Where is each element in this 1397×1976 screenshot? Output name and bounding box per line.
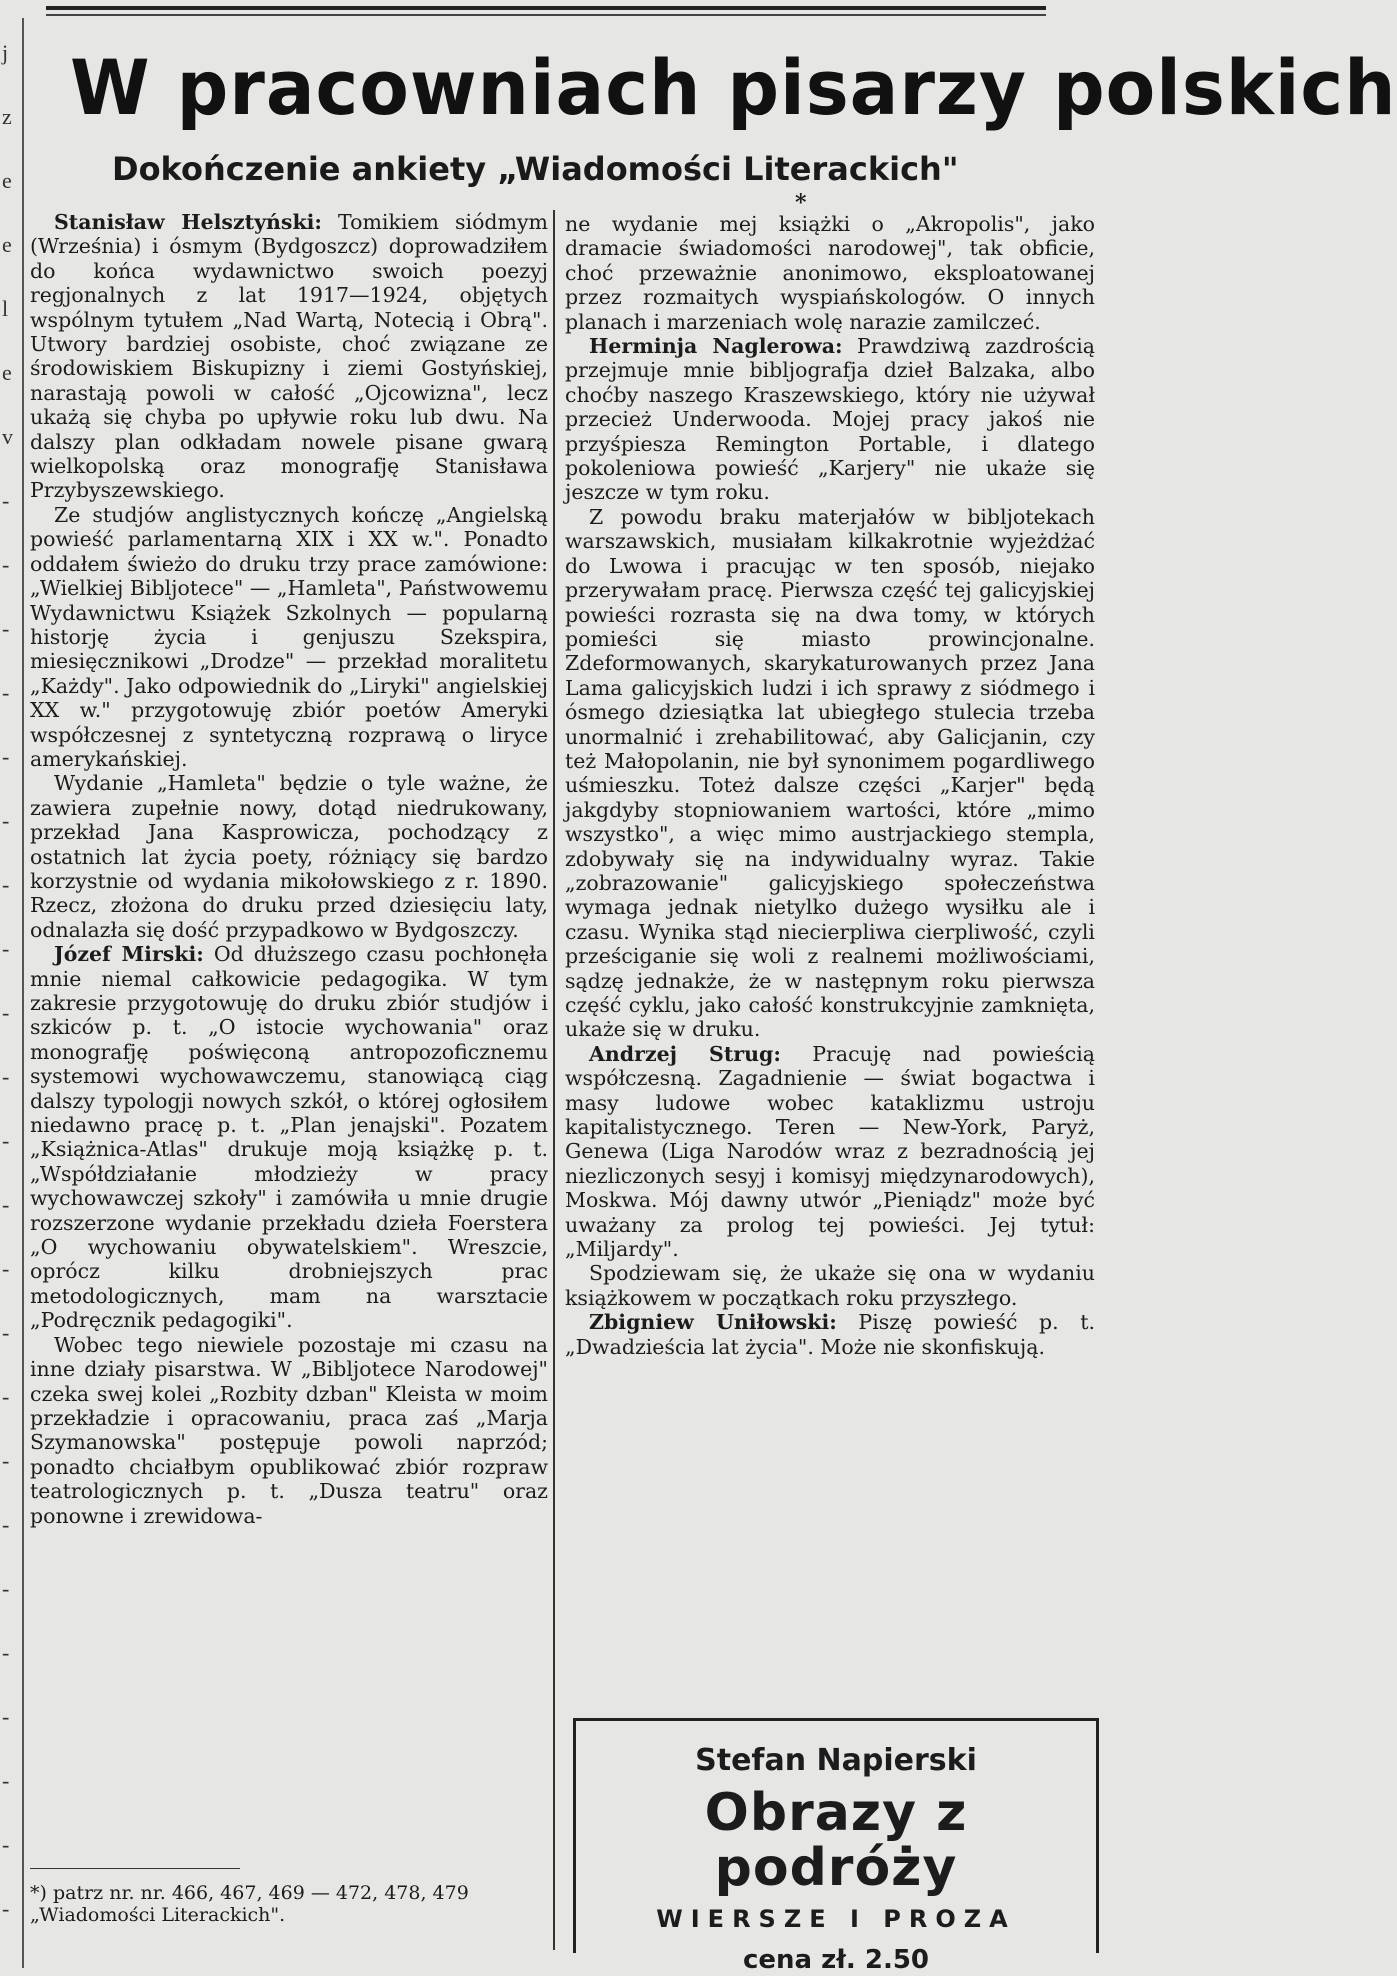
paragraph-text: Od dłuższego czasu pochłonęła mnie niemal całkowicie pedagogika. W tym zakresie przygotowuję do druku zbiór studjów i szkiców p. t. „O istocie wychowania" oraz monografję poświęconą antropozoficznemu systemowi wychowawczemu, stanowiącą ciąg dalszy typologji nowych szkół, o której ogłosiłem niedawno pracę p. t. „Plan jenajski". Pozatem „Książnica-Atlas" drukuje moją książkę p. t. „Współdziałanie młodzieży w pracy wychowawczej szkoły" i zamówiła u mnie drugie rozszerzone wydanie przekładu dzieła Foerstera „O wychowaniu obywatelskiem". Wreszcie, oprócz kilku drobniejszych prac metodologicznych, mam na warsztacie „Podręcznik pedagogiki". — [30, 942, 548, 1333]
margin-letter: - — [2, 1000, 10, 1025]
margin-letter: - — [2, 488, 10, 513]
author-name: Józef Mirski: — [54, 942, 204, 967]
author-name: Stanisław Helsztyński: — [54, 210, 323, 234]
ad-author: Stefan Napierski — [695, 1743, 977, 1778]
margin-letter: z — [2, 104, 12, 129]
article-headline: W pracowniach pisarzy polskich — [70, 43, 1397, 132]
adjacent-column-edge — [0, 0, 18, 1976]
margin-letter: e — [2, 168, 12, 193]
author-name: Zbigniew Uniłowski: — [589, 1310, 837, 1335]
paragraph-text: Ze studjów anglistycznych kończę „Angielską powieść parlamentarną XIX i XX w.". Ponadto oddałem świeżo do druku trzy prace zamówione: „Wielkiej Bibljotece" — „Hamleta", Państwowemu Wydawnictwu Książek Szkolnych — popularną historję życia i genjuszu Szekspira, miesięcznikowi „Drodze" — przekład moralitetu „Każdy". Jako odpowiednik do „Liryki" angielskiej XX w." przygotowuję zbiór poetów Ameryki współczesnej z syntetyczną rozprawą o liryce amerykańskiej. — [30, 502, 548, 771]
margin-letter: - — [2, 1640, 10, 1665]
margin-letter: l — [2, 296, 9, 321]
margin-letter: - — [2, 936, 10, 961]
margin-letter: - — [2, 1384, 10, 1409]
margin-letter: - — [2, 1832, 10, 1857]
ad-title: Obrazy z podróży — [704, 1783, 968, 1898]
margin-letter: e — [2, 360, 12, 385]
paragraph — [565, 505, 1095, 1042]
paragraph — [565, 1310, 1095, 1359]
gutter-rule — [22, 18, 24, 1968]
margin-letter: - — [2, 1320, 10, 1345]
margin-letter: - — [2, 1064, 10, 1089]
ad-genre: WIERSZE I PROZA — [656, 1905, 1016, 1934]
margin-letter: v — [2, 424, 13, 449]
paragraph — [565, 212, 1095, 334]
author-name: Herminja Naglerowa: — [589, 334, 843, 359]
right-column — [565, 212, 1095, 1359]
paragraph-text: Pracuję nad powieścią współczesną. Zagadnienie — świat bogactwa i masy ludowe wobec kataklizmu ustroju kapitalistycznego. Teren — New-York, Paryż, Genewa (Liga Narodów wraz z bezradnością jej niezliczonych sesyj i komisyj międzynarodowych), Moskwa. Mój dawny utwór „Pieniądz" może być uważany za prolog tej powieści. Jej tytuł: „Miljardy". — [565, 1041, 1095, 1262]
margin-letter: - — [2, 872, 10, 897]
margin-letter: j — [2, 40, 9, 65]
margin-letter: - — [2, 616, 10, 641]
paragraph-text: Prawdziwą zazdrością przejmuje mnie bibljografja dzieł Balzaka, albo choćby naszego Kraszewskiego, który nie używał przecież Underwooda. Mojej pracy jakoś nie przyśpiesza Remington Portable, i dlatego pokoleniowa powieść „Karjery" nie ukaże się jeszcze w tym roku. — [565, 334, 1096, 505]
paragraph — [565, 1042, 1095, 1262]
column-rule — [553, 210, 555, 1950]
margin-letter: - — [2, 1128, 10, 1153]
book-advertisement — [573, 1718, 1099, 1976]
paragraph — [30, 1333, 548, 1528]
paragraph-text: Tomikiem siódmym (Września) i ósmym (Bydgoszcz) doprowadziłem do końca wydawnictwo swoich poezyj regjonalnych z lat 1917—1924, objętych wspólnym tytułem „Nad Wartą, Notecią i Obrą". Utwory bardziej osobiste, choć związane ze środowiskiem Biskupizny i ziemi Gostyńskiej, narastają powoli w całość „Ojcowizna", lecz ukażą się chyba po upływie roku lub dwu. Na dalszy plan odkładam nowele pisane gwarą wielkopolską oraz monografję Stanisława Przybyszewskiego. — [30, 210, 548, 503]
margin-letter: - — [2, 680, 10, 705]
asterisk-ornament: * — [795, 190, 807, 216]
paragraph — [30, 210, 548, 503]
top-rule-thin — [46, 14, 1046, 16]
author-name: Andrzej Strug: — [589, 1041, 781, 1066]
paragraph-text: Wobec tego niewiele pozostaje mi czasu na inne działy pisarstwa. W „Bibljotece Narodowej" czeka swej kolei „Rozbity dzban" Kleista w moim przekładzie i opracowaniu, praca zaś „Marja Szymanowska" postępuje powoli naprzód; ponadto chciałbym opublikować zbiór rozpraw teatrologicznych p. t. „Dusza teatru" oraz ponowne i zrewidowa- — [30, 1332, 548, 1528]
margin-letter: - — [2, 744, 10, 769]
paragraph — [565, 1261, 1095, 1310]
margin-letter: - — [2, 1512, 10, 1537]
margin-letter: - — [2, 1576, 10, 1601]
paragraph — [30, 942, 548, 1333]
margin-letter: e — [2, 232, 12, 257]
margin-letter: - — [2, 1192, 10, 1217]
paragraph-text: Piszę powieść p. t. „Dwadzieścia lat życia". Może nie skonfiskują. — [565, 1310, 1095, 1359]
article-subheadline: Dokończenie ankiety „Wiadomości Literackich" — [112, 150, 959, 188]
margin-letter: - — [2, 1448, 10, 1473]
paragraph-text: Z powodu braku materjałów w bibljotekach warszawskich, musiałam kilkakrotnie wyjeżdżać do Lwowa i pracując w ten sposób, niejako przerywałam pracę. Pierwsza część tej galicyjskiej powieści rozrasta się na dwa tomy, w których pomieści się miasto prowincjonalne. Zdeformowanych, skarykaturowanych przez Jana Lama galicyjskich ludzi i ich sprawy z siódmego i ósmego dziesiątka lat ubiegłego stulecia trzeba unormalnić i zrehabilitować, aby Galicjanin, czy też Małopolanin, nie był synonimem pogardliwego uśmieszku. Toteż dalsze części „Karjer" będą jakgdyby stopniowaniem wartości, które „mimo wszystko", a więc mimo austrjackiego stempla, zdobywały się na indywidualny wyraz. Takie „zobrazowanie" galicyjskiego społeczeństwa wymaga jednak nietylko dużego wysiłku ale i czasu. Wynika stąd niecierpliwa cierpliwość, czyli prześciganie się woli z realnemi możliwościami, sądzę jednakże, że w następnym roku pierwsza część cyklu, jako całość konstrukcyjnie zamknięta, ukaże się w druku. — [565, 504, 1095, 1042]
footnote: *) patrz nr. nr. 466, 467, 469 — 472, 478, 479 „Wiadomości Literackich". — [30, 1882, 469, 1926]
top-rule — [46, 6, 1046, 10]
margin-letter: - — [2, 1256, 10, 1281]
footnote-rule — [30, 1868, 240, 1869]
paragraph-text: Spodziewam się, że ukaże się ona w wydaniu książkowem w początkach roku przyszłego. — [565, 1261, 1095, 1310]
paragraph — [565, 334, 1095, 505]
margin-letter: - — [2, 1768, 10, 1793]
left-column — [30, 210, 548, 1528]
paragraph — [30, 503, 548, 771]
ad-price: cena zł. 2.50 — [742, 1945, 929, 1976]
margin-letter: - — [2, 1704, 10, 1729]
paragraph — [30, 771, 548, 942]
paragraph-text: ne wydanie mej książki o „Akropolis", jako dramacie świadomości narodowej", tak obficie, choć przeważnie anonimowo, eksploatowanej przez rozmaitych wyspiańskologów. O innych planach i marzeniach wolę narazie zamilczeć. — [565, 212, 1095, 334]
paragraph-text: Wydanie „Hamleta" będzie o tyle ważne, że zawiera zupełnie nowy, dotąd niedrukowany, przekład Jana Kasprowicza, pochodzący z ostatnich lat życia poety, różniący się bardzo korzystnie od wydania mikołowskiego z r. 1890. Rzecz, złożona do druku przed dziesięciu laty, odnalazła się dość przypadkowo w Bydgoszczy. — [30, 771, 548, 942]
margin-letter: - — [2, 552, 10, 577]
margin-letter: - — [2, 808, 10, 833]
margin-letter: - — [2, 1896, 10, 1921]
